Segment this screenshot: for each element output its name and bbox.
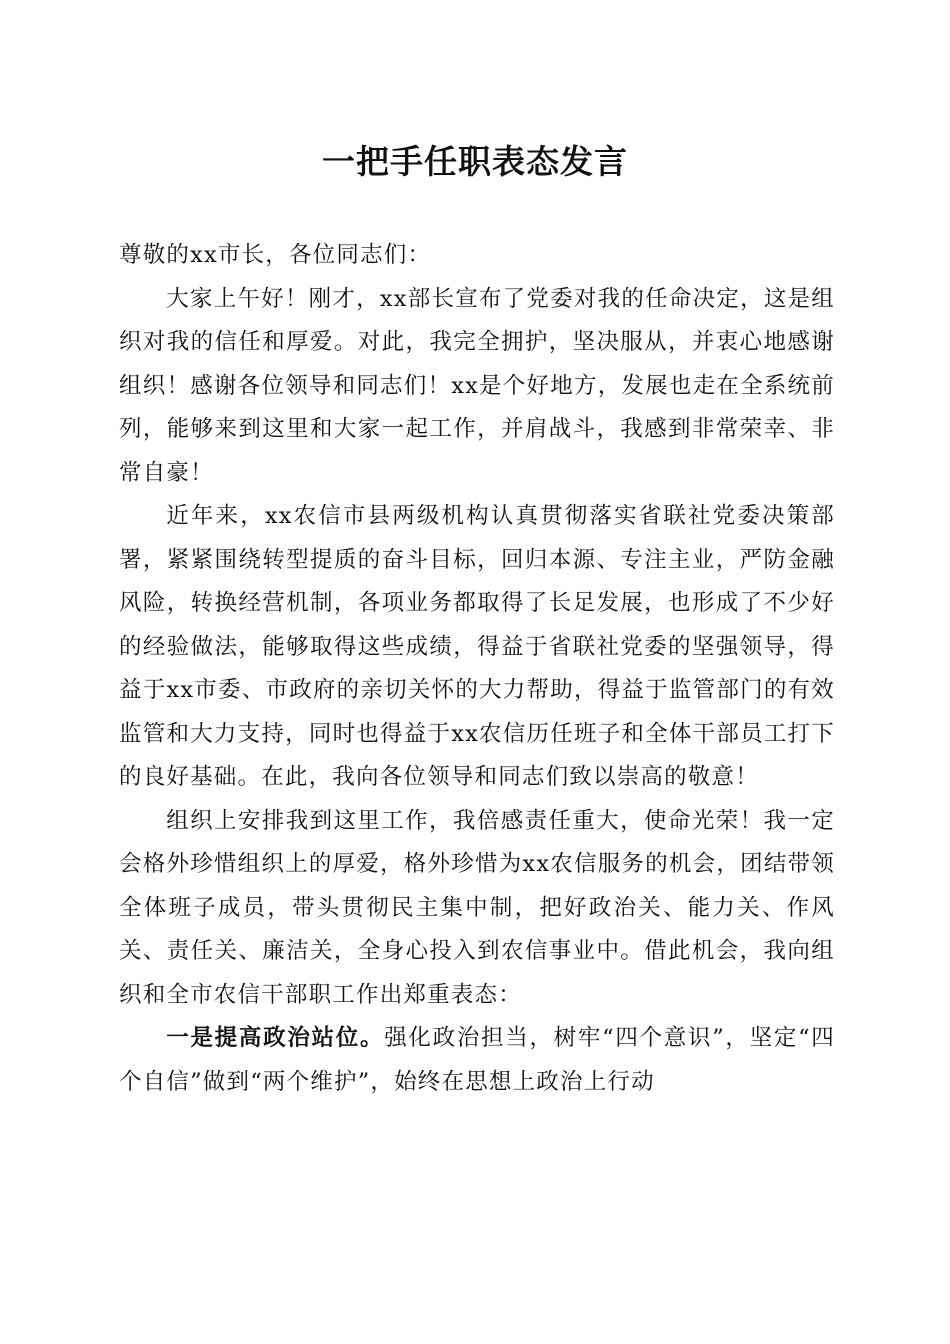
salutation: 尊敬的xx市长，各位同志们： [119,242,432,268]
paragraph-greeting: 大家上午好！刚才，xx部长宣布了党委对我的任命决定，这是组织对我的信任和厚爱。对此，我完全拥护，坚决服从，并衷心地感谢组织！感谢各位领导和同志们！xx是个好地方，发展也走在全系统前列，能够来到这里和大家一起工作，并肩战斗，我感到非常荣幸、非常自豪！ [119,285,835,486]
point-one-text: 强化政治担当，树牢“四个意识”，坚定“四个自信”做到“两个维护”，始终在思想上政治上行动 [119,1025,835,1095]
point-one-lead: 一是提高政治站位。 [166,1025,385,1051]
paragraph-achievements: 近年来，xx农信市县两级机构认真贯彻落实省联社党委决策部署，紧紧围绕转型提质的奋斗目标，回归本源、专注主业，严防金融风险，转换经营机制，各项业务都取得了长足发展，也形成了不少好的经验做法，能够取得这些成绩，得益于省联社党委的坚强领导，得益于xx市委、市政府的亲切关怀的大力帮助，得益于监管部门的有效监管和大力支持，同时也得益于xx农信历任班子和全体干部员工打下的良好基础。在此，我向各位领导和同志们致以崇高的敬意！ [119,503,835,790]
paragraph-commitment: 组织上安排我到这里工作，我倍感责任重大，使命光荣！我一定会格外珍惜组织上的厚爱，格外珍惜为xx农信服务的机会，团结带领全体班子成员，带头贯彻民主集中制，把好政治关、能力关、作风关、责任关、廉洁关，全身心投入到农信事业中。借此机会，我向组织和全市农信干部职工作出郑重表态： [119,807,835,1008]
document-title: 一把手任职表态发言 [322,142,628,181]
document-body [119,234,835,1104]
paragraph-point-one [119,1017,835,1104]
